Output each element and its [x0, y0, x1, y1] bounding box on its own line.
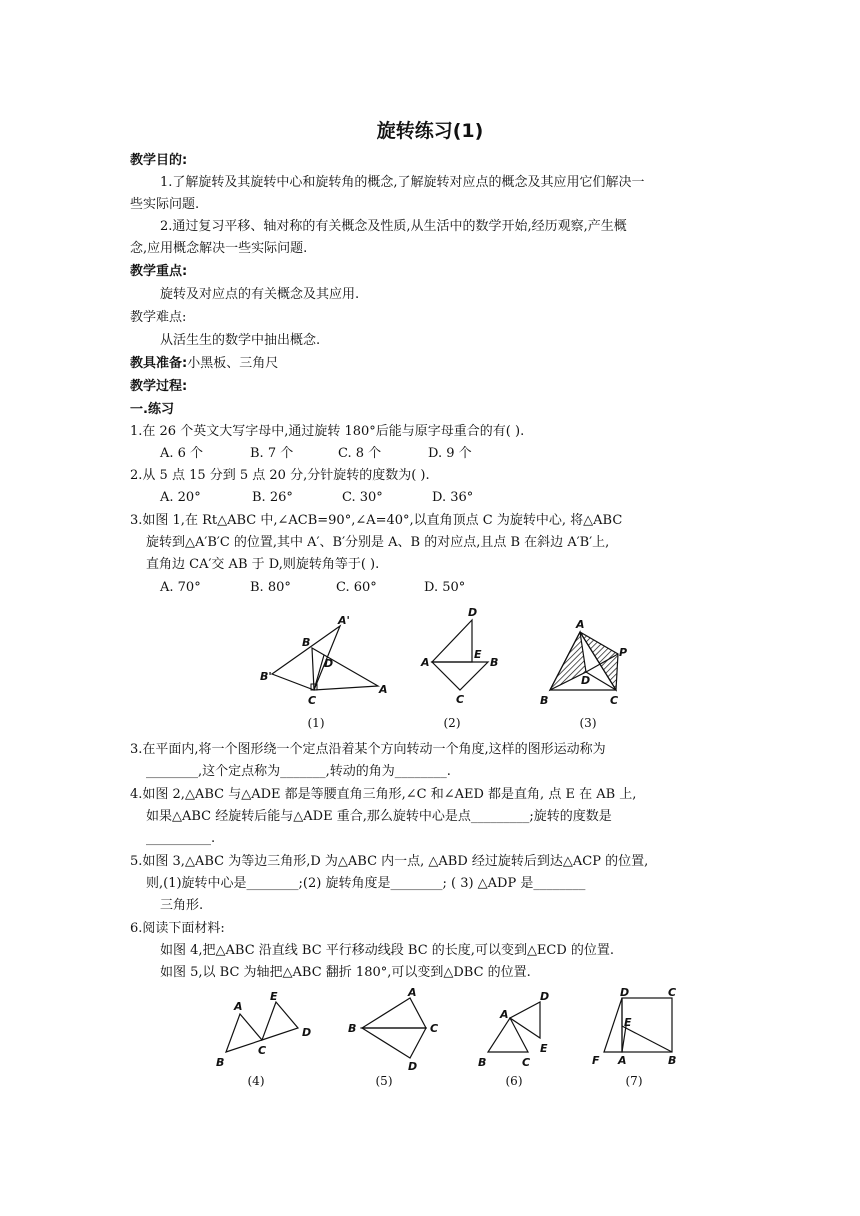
question-4-line-2: 如果△ABC 经旋转后能与△ADE 重合,那么旋转中心是点_________;旋转的度数是 [146, 809, 612, 824]
fig7-label-a: A [618, 1054, 627, 1067]
q3-option-d: D. 50° [424, 580, 466, 595]
figure-3 [536, 618, 636, 708]
question-1-stem: 1.在 26 个英文大写字母中,通过旋转 180°后能与原字母重合的有( ). [130, 424, 525, 439]
focus-heading: 教学重点: [130, 264, 188, 279]
fig6-triangle-abc [488, 1018, 528, 1052]
fig4-label-a: A [234, 1000, 243, 1013]
question-3-line-3: 直角边 CA′交 AB 于 D,则旋转角等于( ). [146, 557, 380, 572]
fig2-label-c: C [456, 693, 465, 706]
tools-heading: 教具准备: [130, 356, 188, 371]
goals-line-1b: 些实际问题. [130, 197, 200, 212]
question-3-options [160, 577, 760, 599]
fig7-label-d: D [620, 986, 630, 999]
question-5-line-1: 5.如图 3,△ABC 为等边三角形,D 为△ABC 内一点, △ABD 经过旋转后到达△ACP 的位置, [130, 854, 649, 869]
figure-1 [258, 612, 392, 708]
figure-4-caption: (4) [247, 1074, 265, 1088]
q2-option-b: B. 26° [252, 490, 293, 505]
q2-option-c: C. 30° [342, 490, 383, 505]
fig2-label-e: E [474, 648, 482, 661]
fig6-label-e: E [540, 1042, 548, 1055]
figure-7 [586, 986, 690, 1070]
figure-6 [474, 988, 562, 1070]
figure-2-caption: (2) [443, 716, 461, 730]
q2-option-d: D. 36° [432, 490, 474, 505]
figure-5 [344, 986, 448, 1070]
question-4-line-3: __________. [146, 831, 216, 846]
fig2-triangle-ade [432, 620, 472, 662]
fig5-triangle-abc [362, 998, 426, 1028]
fig7-label-e: E [624, 1016, 632, 1029]
goals-line-2a: 2.通过复习平移、轴对称的有关概念及性质,从生活中的数学开始,经历观察,产生概 [160, 219, 627, 234]
goals-line-2b: 念,应用概念解决一些实际问题. [130, 241, 308, 256]
fig7-label-b: B [668, 1054, 677, 1067]
tools-line [130, 353, 730, 375]
figure-4 [212, 990, 324, 1070]
page-title: 旋转练习(1) [376, 120, 484, 142]
focus-text: 旋转及对应点的有关概念及其应用. [160, 287, 360, 302]
figure-2 [418, 604, 508, 708]
question-5-line-3: 三角形. [160, 898, 204, 913]
fig2-label-b: B [490, 656, 499, 669]
q3-option-c: C. 60° [336, 580, 377, 595]
fig7-triangle-adf [604, 998, 622, 1052]
question-6-line-2: 如图 4,把△ABC 沿直线 BC 平行移动线段 BC 的长度,可以变到△ECD 的位置. [160, 943, 615, 958]
fig7-label-c: C [668, 986, 677, 999]
fig5-label-c: C [430, 1022, 439, 1035]
fig3-label-b: B [540, 694, 549, 707]
fig2-label-a: A [421, 656, 430, 669]
fig4-label-e: E [270, 990, 278, 1003]
fig4-triangle-abc [226, 1014, 262, 1052]
fig5-label-a: A [408, 986, 417, 999]
question-3b-line-1: 3.在平面内,将一个图形绕一个定点沿着某个方向转动一个角度,这样的图形运动称为 [130, 742, 606, 757]
fig7-label-f: F [592, 1054, 600, 1067]
q2-option-a: A. 20° [160, 490, 201, 505]
fig2-label-d: D [468, 606, 478, 619]
question-3-line-1: 3.如图 1,在 Rt△ABC 中,∠ACB=90°,∠A=40°,以直角顶点 C 为旋转中心, 将△ABC [130, 513, 623, 528]
question-5-line-2: 则,(1)旋转中心是________;(2) 旋转角度是________; ( 3) △ADP 是________ [146, 876, 586, 891]
question-4-line-1: 4.如图 2,△ABC 与△ADE 都是等腰直角三角形,∠C 和∠AED 都是直角, 点 E 在 AB 上, [130, 787, 637, 802]
fig1-label-b: B [302, 636, 311, 649]
difficulty-text: 从活生生的数学中抽出概念. [160, 333, 321, 348]
figure-7-caption: (7) [625, 1074, 643, 1088]
fig3-label-c: C [610, 694, 619, 707]
q1-option-c: C. 8 个 [338, 446, 382, 461]
fig4-label-c: C [258, 1044, 267, 1057]
fig5-label-b: B [348, 1022, 357, 1035]
q1-option-d: D. 9 个 [428, 446, 472, 461]
figure-1-caption: (1) [307, 716, 325, 730]
fig1-label-a-prime: A' [338, 614, 350, 627]
question-6-line-1: 6.阅读下面材料: [130, 921, 225, 936]
figure-3-caption: (3) [579, 716, 597, 730]
section-1-heading: 一.练习 [130, 402, 174, 417]
fig1-label-d: D [324, 657, 334, 670]
fig1-label-b-prime: B' [260, 670, 272, 683]
question-3b-line-2: ________,这个定点称为_______,转动的角为________. [146, 764, 451, 779]
question-6-line-3: 如图 5,以 BC 为轴把△ABC 翻折 180°,可以变到△DBC 的位置. [160, 965, 531, 980]
fig3-label-p: P [619, 646, 628, 659]
fig6-label-a: A [500, 1008, 509, 1021]
tools-text: 小黑板、三角尺 [187, 356, 279, 371]
fig4-label-b: B [216, 1056, 225, 1069]
q3-option-b: B. 80° [250, 580, 291, 595]
fig3-label-d: D [581, 674, 591, 687]
q3-option-a: A. 70° [160, 580, 201, 595]
fig3-label-a: A [576, 618, 585, 631]
fig4-label-d: D [302, 1026, 312, 1039]
question-2-stem: 2.从 5 点 15 分到 5 点 20 分,分针旋转的度数为( ). [130, 468, 430, 483]
goals-line-1a: 1.了解旋转及其旋转中心和旋转角的概念,了解旋转对应点的概念及其应用它们解决一 [160, 175, 645, 190]
goals-heading: 教学目的: [130, 153, 188, 168]
fig6-label-b: B [478, 1056, 487, 1069]
question-3-line-2: 旋转到△A′B′C 的位置,其中 A′、B′分别是 A、B 的对应点,且点 B 在斜边 A′B′上, [146, 535, 610, 550]
fig6-label-c: C [522, 1056, 531, 1069]
figure-6-caption: (6) [505, 1074, 523, 1088]
q1-option-a: A. 6 个 [160, 446, 204, 461]
question-1-options [160, 443, 760, 465]
fig2-triangle-abc [432, 662, 488, 690]
figure-5-caption: (5) [375, 1074, 393, 1088]
fig1-label-a: A [379, 683, 388, 696]
fig5-triangle-dbc [362, 1028, 426, 1058]
fig1-label-c: C [308, 694, 317, 707]
fig4-triangle-ecd [262, 1002, 298, 1040]
fig6-triangle-ade [510, 1002, 540, 1038]
q1-option-b: B. 7 个 [250, 446, 294, 461]
question-2-options [160, 487, 760, 509]
fig5-label-d: D [408, 1060, 418, 1070]
process-heading: 教学过程: [130, 379, 188, 394]
difficulty-heading: 教学难点: [130, 310, 187, 325]
fig6-label-d: D [540, 990, 550, 1003]
